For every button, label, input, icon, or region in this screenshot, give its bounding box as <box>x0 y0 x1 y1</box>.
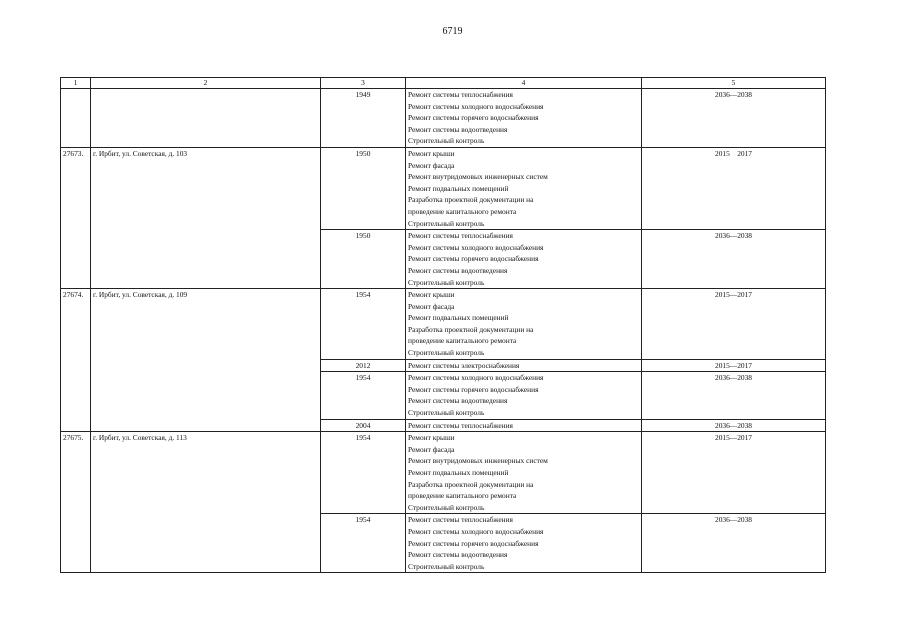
work-item: Ремонт системы электроснабжения <box>408 360 520 370</box>
period-cell: 2015—2017 <box>642 359 826 372</box>
work-item: Ремонт системы водоотведения <box>408 550 508 560</box>
work-item: Ремонт фасада <box>408 160 455 170</box>
work-item: Строительный контроль <box>408 408 485 418</box>
period-cell: 2015—2017 <box>642 289 826 360</box>
table-row <box>61 147 826 229</box>
record-number <box>61 89 91 148</box>
year-cell: 2004 <box>321 419 406 432</box>
work-item: проведение капитального ремонта <box>408 491 517 501</box>
work-item: Ремонт системы водоотведения <box>408 396 508 406</box>
works-cell <box>406 230 642 289</box>
column-header-4: 4 <box>406 78 642 89</box>
period-cell: 2036—2038 <box>642 372 826 419</box>
works-cell <box>406 372 642 419</box>
record-number: 27674. <box>61 289 91 432</box>
record-number: 27673. <box>61 147 91 288</box>
table-row <box>61 89 826 148</box>
period-cell: 2015 2017 <box>642 147 826 229</box>
table-row <box>61 432 826 514</box>
year-cell: 1950 <box>321 147 406 229</box>
period-cell: 2036—2038 <box>642 89 826 148</box>
column-number-row <box>61 78 826 89</box>
work-item: Ремонт системы теплоснабжения <box>408 420 513 430</box>
work-item: Ремонт системы теплоснабжения <box>408 231 513 241</box>
record-number: 27675. <box>61 432 91 573</box>
work-item: Строительный контроль <box>408 277 485 287</box>
year-cell: 1949 <box>321 89 406 148</box>
works-cell <box>406 514 642 573</box>
works-cell <box>406 432 642 514</box>
work-item: Ремонт подвальных помещений <box>408 183 509 193</box>
column-header-2: 2 <box>91 78 321 89</box>
work-item: Ремонт системы водоотведения <box>408 265 508 275</box>
work-item: проведение капитального ремонта <box>408 336 517 346</box>
year-cell: 1954 <box>321 372 406 419</box>
column-header-3: 3 <box>321 78 406 89</box>
period-cell: 2015—2017 <box>642 432 826 514</box>
building-address: г. Ирбит, ул. Советская, д. 109 <box>91 289 321 432</box>
work-item: Ремонт системы холодного водоснабжения <box>408 373 544 383</box>
period-cell: 2036—2038 <box>642 514 826 573</box>
works-cell <box>406 289 642 360</box>
work-item: Строительный контроль <box>408 502 485 512</box>
work-item: Ремонт системы горячего водоснабжения <box>408 254 539 264</box>
works-cell <box>406 419 642 432</box>
repair-schedule-table <box>60 77 826 573</box>
period-cell: 2036—2038 <box>642 230 826 289</box>
work-item: Ремонт крыши <box>408 290 455 300</box>
work-item: Ремонт системы горячего водоснабжения <box>408 538 539 548</box>
work-item: Ремонт системы холодного водоснабжения <box>408 101 544 111</box>
work-item: Ремонт подвальных помещений <box>408 313 509 323</box>
work-item: Ремонт крыши <box>408 148 455 158</box>
works-cell <box>406 147 642 229</box>
work-item: Ремонт системы водоотведения <box>408 124 508 134</box>
building-address: г. Ирбит, ул. Советская, д. 103 <box>91 147 321 288</box>
work-item: Ремонт внутридомовых инженерных систем <box>408 456 548 466</box>
table-row <box>61 289 826 360</box>
work-item: Разработка проектной документации на <box>408 195 534 205</box>
year-cell: 2012 <box>321 359 406 372</box>
column-header-5: 5 <box>642 78 826 89</box>
period-cell: 2036—2038 <box>642 419 826 432</box>
work-item: Ремонт подвальных помещений <box>408 468 509 477</box>
building-address <box>91 89 321 148</box>
work-item: Ремонт системы холодного водоснабжения <box>408 242 544 252</box>
year-cell: 1954 <box>321 289 406 360</box>
work-item: Строительный контроль <box>408 561 485 571</box>
work-item: Строительный контроль <box>408 136 485 146</box>
year-cell: 1950 <box>321 230 406 289</box>
work-item: Ремонт системы теплоснабжения <box>408 515 513 525</box>
work-item: Разработка проектной документации на <box>408 324 534 334</box>
work-item: Ремонт системы теплоснабжения <box>408 90 513 99</box>
year-cell: 1954 <box>321 514 406 573</box>
work-item: Строительный контроль <box>408 218 485 228</box>
year-cell: 1954 <box>321 432 406 514</box>
column-header-1: 1 <box>61 78 91 89</box>
work-item: Ремонт системы горячего водоснабжения <box>408 384 539 394</box>
work-item: Ремонт фасада <box>408 301 455 311</box>
table-body <box>61 78 826 573</box>
work-item: проведение капитального ремонта <box>408 206 517 216</box>
work-item: Ремонт крыши <box>408 433 455 443</box>
work-item: Ремонт фасада <box>408 444 455 454</box>
work-item: Ремонт внутридомовых инженерных систем <box>408 172 548 182</box>
works-cell <box>406 89 642 148</box>
building-address: г. Ирбит, ул. Советская, д. 113 <box>91 432 321 573</box>
page-number: 6719 <box>442 26 463 37</box>
work-item: Ремонт системы холодного водоснабжения <box>408 526 544 536</box>
works-cell <box>406 359 642 372</box>
work-item: Разработка проектной документации на <box>408 479 534 489</box>
work-item: Ремонт системы горячего водоснабжения <box>408 113 539 123</box>
work-item: Строительный контроль <box>408 348 485 358</box>
